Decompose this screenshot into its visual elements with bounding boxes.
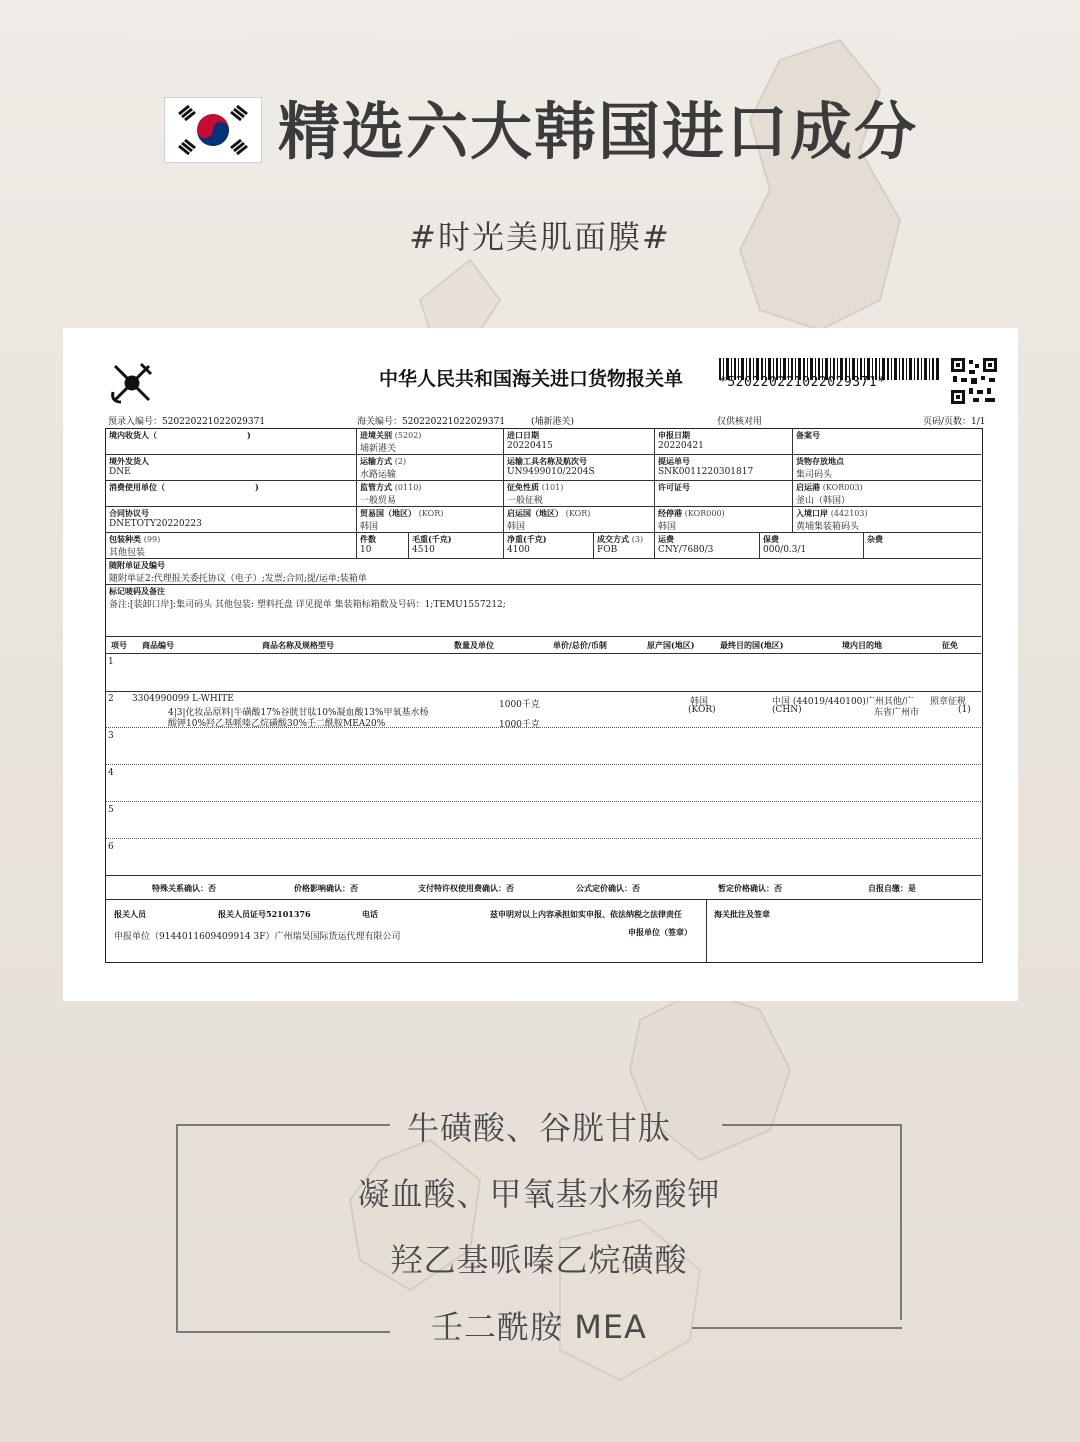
confirm-divider bbox=[106, 899, 981, 900]
item-header-origin: 原产国(地区) bbox=[647, 640, 695, 650]
attached-docs-cell: 随附单证及编号 随附单证2:代理报关委托协议（电子）;发票;合同;提/运单;装箱单 bbox=[106, 559, 981, 585]
row-divider bbox=[106, 875, 981, 876]
trade-country-cell: 贸易国（地区） (KOR) 韩国 bbox=[357, 507, 504, 533]
item-row-6-no: 6 bbox=[108, 842, 114, 852]
self-pay-confirm: 自报自缴：是 bbox=[868, 883, 916, 893]
shipper-cell: 境外发货人 DNE bbox=[106, 455, 357, 481]
gross-weight-cell: 毛重(千克) 4510 bbox=[409, 533, 504, 559]
header bbox=[0, 90, 1080, 180]
phone-label: 电话 bbox=[362, 909, 378, 919]
ingredient-line-2: 凝血酸、甲氧基水杨酸钾 bbox=[357, 1175, 721, 1213]
barcode-number: *520220221022029371* bbox=[719, 375, 886, 390]
pieces-cell: 件数 10 bbox=[357, 533, 409, 559]
verify-note: 仅供核对用 bbox=[717, 417, 763, 427]
item-header-qty: 数量及单位 bbox=[454, 640, 494, 650]
item-header-domestic-dest: 境内目的地 bbox=[842, 640, 882, 650]
item-row-4-no: 4 bbox=[108, 768, 114, 778]
customs-number: 海关编号：520220221022029371 bbox=[357, 417, 506, 427]
item-row-2-code: 3304990099 L-WHITE bbox=[132, 694, 234, 704]
price-impact-confirm: 价格影响确认：否 bbox=[294, 883, 358, 893]
item-row-2-no: 2 bbox=[108, 694, 114, 704]
page-subtitle: #时光美肌面膜# bbox=[409, 218, 671, 256]
freight-cell: 运费 CNY/7680/3 bbox=[655, 533, 760, 559]
license-cell: 许可证号 bbox=[655, 481, 793, 507]
item-row-2-dest: 中国 (44019/440100)广州其他/广 bbox=[772, 697, 914, 707]
item-header-divider bbox=[106, 653, 981, 654]
item-row-3-no: 3 bbox=[108, 731, 114, 741]
item-row-2-qty-1: 1000千克 bbox=[499, 700, 540, 710]
item-header-code: 商品编号 bbox=[142, 640, 174, 650]
record-number-cell: 备案号 bbox=[793, 429, 981, 455]
supervision-cell: 监管方式 (0110) 一般贸易 bbox=[357, 481, 504, 507]
misc-fee-cell: 杂费 bbox=[864, 533, 981, 559]
row-divider bbox=[106, 838, 981, 839]
item-row-2-dest-code: (CHN) bbox=[772, 705, 802, 715]
declare-date-cell: 申报日期 20220421 bbox=[655, 429, 793, 455]
insurance-cell: 保费 000/0.3/1 bbox=[760, 533, 864, 559]
package-cell: 包装种类 (99) 其他包装 bbox=[106, 533, 357, 559]
page-count: 页码/页数：1/1 bbox=[923, 417, 986, 427]
consignee-cell: 境内收货人（ ) bbox=[106, 429, 357, 455]
ingredient-line-3: 羟乙基哌嗪乙烷磺酸 bbox=[390, 1241, 688, 1279]
royalty-confirm: 支付特许权使用费确认：否 bbox=[418, 883, 514, 893]
row-divider bbox=[106, 691, 981, 692]
transit-port-cell: 经停港 (KOR000) 韩国 bbox=[655, 507, 793, 533]
deal-method-cell: 成交方式 (3) FOB bbox=[594, 533, 655, 559]
item-header-levy: 征免 bbox=[942, 640, 958, 650]
frame-left bbox=[176, 1124, 390, 1333]
bill-number-cell: 提运单号 SNK0011220301817 bbox=[655, 455, 793, 481]
item-row-2-levy-code: (1) bbox=[958, 705, 971, 715]
item-row-1-no: 1 bbox=[108, 657, 114, 667]
page-title: 精选六大韩国进口成分 bbox=[278, 95, 919, 168]
import-date-cell: 进口日期 20220415 bbox=[504, 429, 655, 455]
net-weight-cell: 净重(千克) 4100 bbox=[504, 533, 594, 559]
transport-tool-cell: 运输工具名称及航次号 UN9499010/2204S bbox=[504, 455, 655, 481]
item-row-2-origin-code: (KOR) bbox=[688, 705, 716, 715]
document-title: 中华人民共和国海关进口货物报关单 bbox=[379, 368, 684, 390]
ingredient-line-4: 壬二酰胺 MEA bbox=[431, 1308, 647, 1346]
storage-cell: 货物存放地点 集司码头 bbox=[793, 455, 981, 481]
special-relation-confirm: 特殊关系确认：否 bbox=[152, 883, 216, 893]
item-row-2-desc-2: 酸钾10%羟乙基哌嗪乙烷磺酸30%壬二酰胺MEA20% bbox=[168, 719, 386, 729]
document-header bbox=[63, 328, 1018, 418]
customs-note: 海关批注及签章 bbox=[714, 909, 770, 919]
origin-country-cell: 启运国（地区） (KOR) 韩国 bbox=[504, 507, 655, 533]
item-row-2-desc-1: 4|3|化妆品原料|牛磺酸17%谷胱甘肽10%凝血酸13%甲氧基水杨 bbox=[168, 708, 429, 718]
row-divider bbox=[106, 764, 981, 765]
item-header-no: 项号 bbox=[111, 640, 127, 650]
declarant-cert: 报关人员证号52101376 bbox=[218, 909, 311, 919]
transport-mode-cell: 运输方式 (2) 水路运输 bbox=[357, 455, 504, 481]
pre-entry-number: 预录入编号：520220221022029371 bbox=[108, 417, 266, 427]
levy-cell: 征免性质 (101) 一般征税 bbox=[504, 481, 655, 507]
customs-declaration-document bbox=[63, 328, 1018, 1001]
declarant-label: 报关人员 bbox=[114, 909, 146, 919]
item-header-final-dest: 最终目的国(地区) bbox=[720, 640, 784, 650]
marks-remarks-cell: 标记唛码及备注 备注:[装卸口岸]:集司码头 其他包装: 塑料托盘 详见提单 集装箱标箱数及号码：1;TEMU1557212; bbox=[106, 585, 981, 637]
contract-cell: 合同协议号 DNETOTY20220223 bbox=[106, 507, 357, 533]
item-header-name: 商品名称及规格型号 bbox=[262, 640, 334, 650]
declaration-form bbox=[105, 428, 983, 963]
korea-flag-icon bbox=[164, 97, 262, 163]
departure-port-cell: 启运港 (KOR003) 釜山（韩国） bbox=[793, 481, 981, 507]
item-row-2-levy: 照章征税 bbox=[930, 697, 967, 707]
declare-stamp: 申报单位（签章） bbox=[628, 927, 692, 937]
entry-place-cell: 入境口岸 (442103) 黄埔集装箱码头 bbox=[793, 507, 981, 533]
formula-price-confirm: 公式定价确认：否 bbox=[576, 883, 640, 893]
customs-emblem-icon bbox=[107, 358, 157, 408]
customs-port: (埔新港关) bbox=[531, 417, 575, 427]
item-row-2-origin: 韩国 bbox=[690, 697, 709, 707]
ingredient-line-1: 牛磺酸、谷胱甘肽 bbox=[406, 1109, 671, 1147]
item-row-2-qty-2: 1000千克 bbox=[499, 720, 540, 730]
ingredients-panel bbox=[176, 1109, 902, 1346]
item-header-price: 单价/总价/币制 bbox=[553, 640, 607, 650]
qr-code-icon bbox=[951, 358, 997, 404]
item-row-2-dest-2: 东省广州市 bbox=[874, 708, 920, 718]
footer-divider bbox=[706, 899, 707, 962]
entry-port-cell: 进境关别 (5202) 埔新港关 bbox=[357, 429, 504, 455]
item-row-5-no: 5 bbox=[108, 805, 114, 815]
frame-right bbox=[900, 1124, 902, 1320]
row-divider bbox=[106, 727, 981, 728]
legal-statement: 兹申明对以上内容承担如实申报、依法纳税之法律责任 bbox=[490, 909, 682, 919]
provisional-price-confirm: 暂定价格确认：否 bbox=[718, 883, 782, 893]
row-divider bbox=[106, 801, 981, 802]
consumer-cell: 消费使用单位（ ) bbox=[106, 481, 357, 507]
declare-unit: 申报单位（9144011609409914 3F）广州瑞昊国际货运代理有限公司 bbox=[114, 932, 401, 942]
